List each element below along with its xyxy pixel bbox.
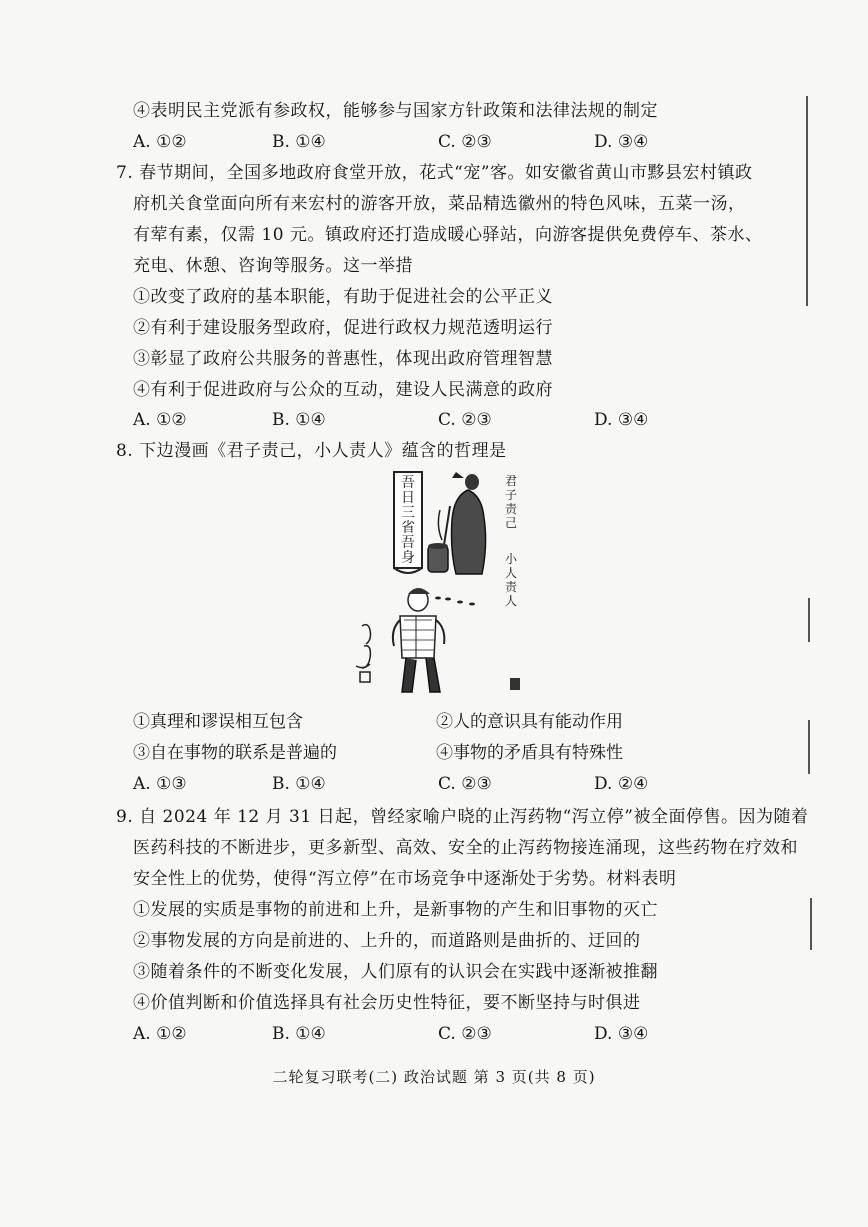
q8-statement-4: ④事物的矛盾具有特殊性 xyxy=(436,743,623,763)
small-block xyxy=(510,678,520,690)
q8-option-c: C. ②③ xyxy=(438,774,492,794)
q8-stem: 8. 下边漫画《君子责己，小人责人》蕴含的哲理是 xyxy=(116,441,507,461)
q9-options xyxy=(133,1023,753,1045)
margin-rule-4 xyxy=(810,898,812,950)
q7-option-d: D. ③④ xyxy=(594,410,649,430)
q7-statement-3: ③彰显了政府公共服务的普惠性，体现出政府管理智慧 xyxy=(133,349,553,369)
q9-option-a: A. ①② xyxy=(133,1024,187,1044)
q7-statement-1: ①改变了政府的基本职能，有助于促进社会的公平正义 xyxy=(133,287,553,307)
q7-option-c: C. ②③ xyxy=(438,410,492,430)
jar xyxy=(428,543,448,572)
margin-rule-1 xyxy=(806,96,808,306)
q9-statement-2: ②事物发展的方向是前进的、上升的，而道路则是曲折的、迂回的 xyxy=(133,931,641,951)
margin-rule-2 xyxy=(808,598,810,642)
q7-stem-line-2: 府机关食堂面向所有来宏村的游客开放，菜品精选徽州的特色风味，五菜一汤， xyxy=(133,194,746,214)
q6-options xyxy=(133,131,753,153)
scroll-text: 吾日三省吾身 xyxy=(401,475,415,566)
q9-statement-1: ①发展的实质是事物的前进和上升，是新事物的产生和旧事物的灭亡 xyxy=(133,900,658,920)
q8-option-d: D. ②④ xyxy=(594,774,649,794)
artist-signature xyxy=(356,625,371,668)
q7-option-a: A. ①② xyxy=(133,410,187,430)
q8-statements-row-1 xyxy=(133,711,753,733)
caption-gentleman: 君子责己 xyxy=(504,474,517,530)
q9-option-d: D. ③④ xyxy=(594,1024,649,1044)
artist-seal xyxy=(360,672,370,682)
q7-statement-4: ④有利于促进政府与公众的互动，建设人民满意的政府 xyxy=(133,380,553,400)
q8-option-a: A. ①③ xyxy=(133,774,187,794)
q9-option-b: B. ①④ xyxy=(272,1024,326,1044)
caption-petty-man: 小人责人 xyxy=(504,552,517,608)
q6-option-a: A. ①② xyxy=(133,132,187,152)
q6-option-d: D. ③④ xyxy=(594,132,649,152)
q9-option-c: C. ②③ xyxy=(438,1024,492,1044)
q8-statement-3: ③自在事物的联系是普遍的 xyxy=(133,743,337,763)
petty-man-figure xyxy=(393,588,444,692)
q9-stem-line-3: 安全性上的优势，使得“泻立停”在市场竞争中逐渐处于劣势。材料表明 xyxy=(133,869,677,889)
q9-statement-3: ③随着条件的不断变化发展，人们原有的认识会在实践中逐渐被推翻 xyxy=(133,962,658,982)
q8-statement-2: ②人的意识具有能动作用 xyxy=(436,712,623,732)
q7-statement-2: ②有利于建设服务型政府，促进行政权力规范透明运行 xyxy=(133,318,553,338)
q7-options xyxy=(133,409,753,431)
q9-statement-4: ④价值判断和价值选择具有社会历史性特征，要不断坚持与时俱进 xyxy=(133,993,641,1013)
cartoon-illustration xyxy=(330,466,540,698)
q9-stem-line-2: 医药科技的不断进步，更多新型、高效、安全的止泻药物接连涌现，这些药物在疗效和 xyxy=(133,838,798,858)
q7-option-b: B. ①④ xyxy=(272,410,326,430)
q8-statement-1: ①真理和谬误相互包含 xyxy=(133,712,303,732)
q7-stem-line-4: 充电、休憩、咨询等服务。这一举措 xyxy=(133,256,413,276)
q7-stem-line-1: 7. 春节期间，全国多地政府食堂开放，花式“宠”客。如安徽省黄山市黟县宏村镇政 xyxy=(116,163,753,183)
q6-option-c: C. ②③ xyxy=(438,132,492,152)
spit-marks xyxy=(435,597,475,606)
q8-options xyxy=(133,773,753,795)
q9-stem-line-1: 9. 自 2024 年 12 月 31 日起，曾经家喻户晓的止泻药物“泻立停”被全面停售。因为随着 xyxy=(116,807,809,827)
q7-stem-line-3: 有荤有素，仅需 10 元。镇政府还打造成暖心驿站，向游客提供免费停车、茶水、 xyxy=(133,225,763,245)
q8-statements-row-2 xyxy=(133,742,753,764)
margin-rule-3 xyxy=(808,720,810,774)
q6-statement-4: ④表明民主党派有参政权，能够参与国家方针政策和法律法规的制定 xyxy=(133,101,658,121)
page-footer: 二轮复习联考(二) 政治试题 第 3 页(共 8 页) xyxy=(272,1068,596,1086)
q6-option-b: B. ①④ xyxy=(272,132,326,152)
q8-option-b: B. ①④ xyxy=(272,774,326,794)
